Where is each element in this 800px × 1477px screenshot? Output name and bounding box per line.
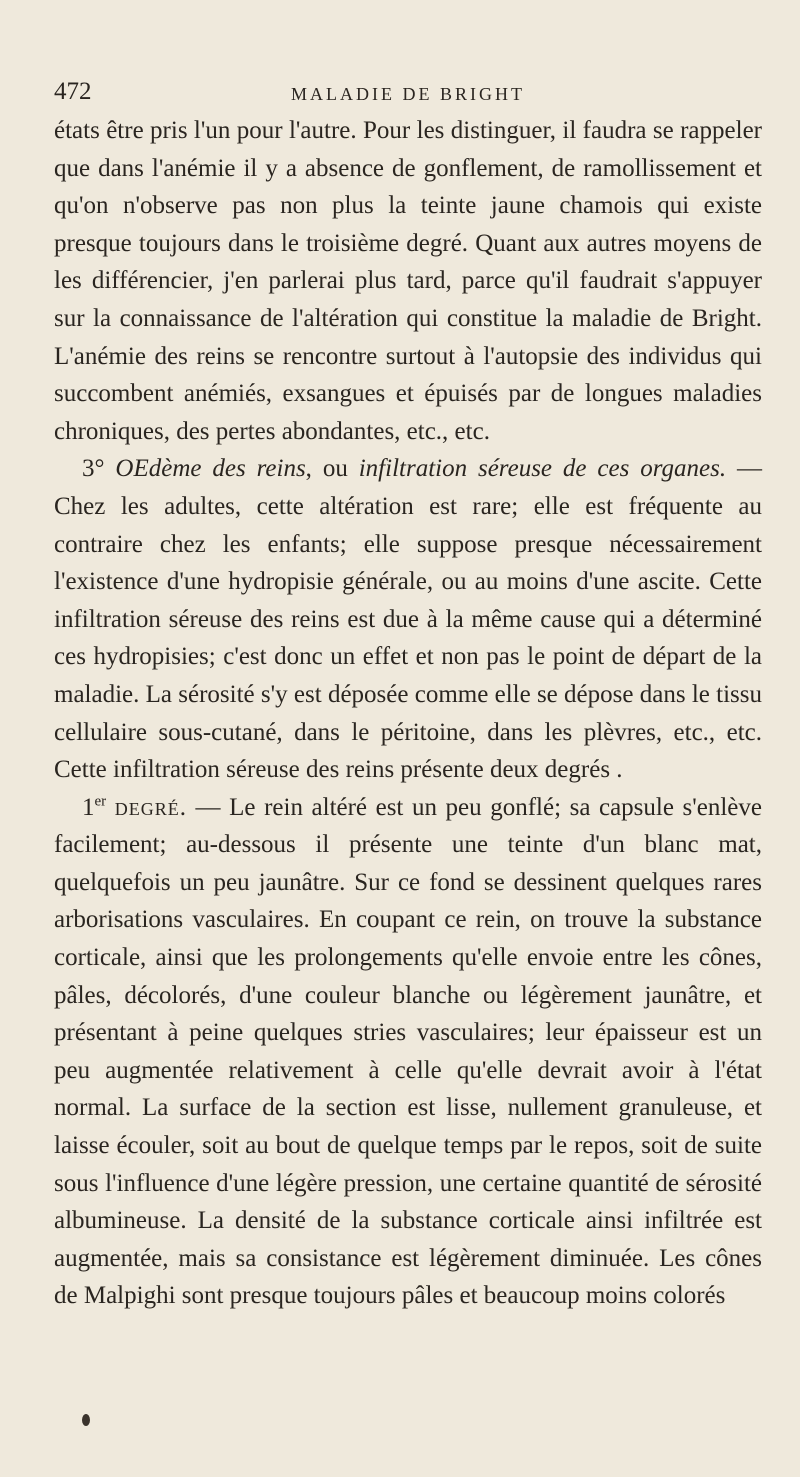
degree-label: degré.	[114, 793, 187, 821]
paragraph-anemie: états être pris l'un pour l'autre. Pour les distinguer, il faudra se rappeler que dans l'anémie il y a absence de gonflement, de ramollissement et qu'on n'observe pas non plus la teinte jaune chamois qui existe presque toujours dans le troisième degré. Quant aux autres moyens de les différencier, j'en parlerai plus tard, parce qu'il faudrait s'appuyer sur la connaissance de l'altération qui constitue la maladie de Bright. L'anémie des reins se rencontre surtout à l'autopsie des individus qui succombent anémiés, exsangues et épuisés par de longues maladies chroniques, des pertes abondantes, etc., etc.	[54, 117, 762, 445]
page-number: 472	[54, 78, 92, 105]
section-number: 3°	[82, 455, 105, 483]
section-connector: , ou	[305, 455, 348, 483]
degree-number: 1	[82, 793, 95, 821]
section-title: OEdème des reins	[115, 455, 306, 483]
running-head	[54, 78, 762, 110]
section-body: — Chez les adultes, cette altération est rare; elle est fréquente au contraire chez les enfants; elle suppose presque nécessairement l'existence d'une hydropisie générale, ou au moins d'une ascite. Cette infiltration séreuse des reins est due à la même cause qui a déterminé ces hydropisies; c'est donc un effet et non pas le point de départ de la maladie. La sérosité s'y est déposée comme elle se dépose dans le tissu cellulaire sous-cutané, dans le péritoine, dans les plèvres, etc., etc. Cette infiltration séreuse des reins présente deux degrés .	[54, 455, 763, 784]
paragraph-oedeme	[54, 450, 762, 788]
section-subtitle: infiltration séreuse de ces organes.	[358, 455, 727, 483]
paragraph-premier-degre	[54, 789, 762, 1315]
ink-blot-mark	[82, 1414, 90, 1426]
degree-ordinal: er	[94, 793, 107, 810]
running-title: MALADIE DE BRIGHT	[291, 84, 525, 104]
degree-body: — Le rein altéré est un peu gonflé; sa capsule s'enlève facilement; au-dessous il présente une teinte d'un blanc mat, quelquefois un peu jaunâtre. Sur ce fond se dessinent quelques rares arborisations vasculaires. En coupant ce rein, on trouve la substance corticale, ainsi que les prolongements qu'elle envoie entre les cônes, pâles, décolorés, d'une couleur blanche ou légèrement jaunâtre, et présentant à peine quelques stries vasculaires; leur épaisseur est un peu augmentée relativement à celle qu'elle devrait avoir à l'état normal. La surface de la section est lisse, nullement granuleuse, et laisse écouler, soit au bout de quelque temps par le repos, soit de suite sous l'influence d'une légère pression, une certaine quantité de sérosité albumineuse. La densité de la substance corticale ainsi infiltrée est augmentée, mais sa consistance est légèrement diminuée. Les cônes de Malpighi sont presque toujours pâles et beaucoup moins colorés	[54, 793, 762, 1310]
body-text	[54, 112, 762, 1315]
